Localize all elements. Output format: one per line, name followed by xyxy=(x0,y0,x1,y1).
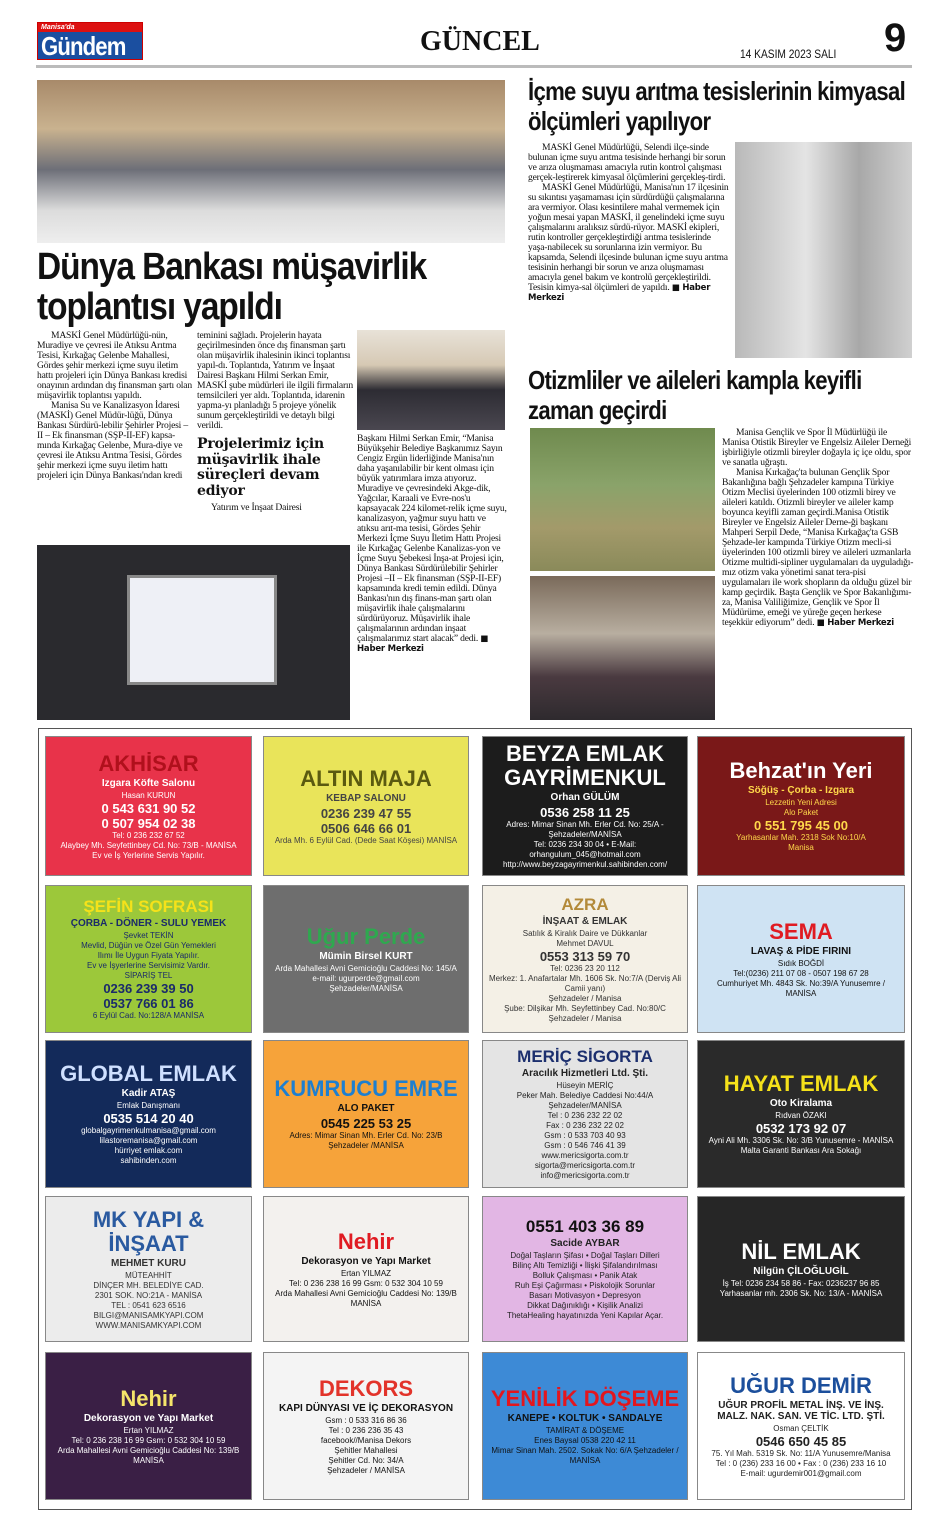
advertisement-card xyxy=(263,1040,469,1188)
ad-line: hürriyet emlak.com xyxy=(114,1146,183,1155)
ad-line: MÜTEAHHİT xyxy=(125,1270,172,1280)
ad-subtitle: Izgara Köfte Salonu xyxy=(101,777,196,789)
ad-subtitle: Kadir ATAŞ xyxy=(121,1088,176,1099)
article3-headline: Otizmliler ve aileleri kampla keyifli zaman geçirdi xyxy=(528,365,862,425)
advertisement-card xyxy=(263,885,469,1033)
ad-line: 0545 225 53 25 xyxy=(320,1116,412,1131)
ad-line: Arda Mahallesi Avni Gemicioğlu Caddesi No: 139/B MANİSA xyxy=(57,1445,240,1465)
ad-line: E-mail: ugurdemir001@gmail.com xyxy=(740,1468,862,1478)
ad-title: HAYAT EMLAK xyxy=(723,1071,879,1096)
ad-line: Ilımı İle Uygun Fiyata Yapılır. xyxy=(97,951,200,960)
advertisement-card xyxy=(263,736,469,876)
advertisement-card xyxy=(45,736,252,876)
ad-line: Bilinç Altı Temizliği • İlişki Şifalandırılması xyxy=(512,1261,658,1270)
ad-line: Ayni Ali Mh. 3306 Sk. No: 3/B Yunusemre - MANİSA xyxy=(708,1136,894,1145)
meeting-photo xyxy=(37,80,505,243)
paragraph: Yatırım ve İnşaat Dairesi xyxy=(211,502,302,513)
ad-title: BEYZA EMLAK GAYRİMENKUL xyxy=(504,741,666,790)
ad-title: KUMRUCU EMRE xyxy=(274,1076,458,1101)
ad-line: Tel: 0236 234 30 04 • E-Mail: orhangulum_045@hotmail.com xyxy=(529,840,641,859)
ad-line: Gsm : 0 533 316 86 36 xyxy=(325,1415,407,1425)
presentation-photo xyxy=(37,545,350,720)
camp-group-photo xyxy=(530,576,715,720)
ad-line: Tel : 0 (236) 233 16 00 • Fax : 0 (236) 233 16 10 xyxy=(715,1458,887,1468)
paragraph-text: Başkanı Hilmi Serkan Emir, “Manisa Büyükşehir Belediye Başkanımız Sayın Cengiz Ergün liderliğinde Manisa'nın daha yaşanılabilir bir kent olması için büyük yatırımlara imza atıyoruz. Muradiye ve çevresindeki Akge-dik, Yağcılar, Karaali ve Evre-nos'u kapsayacak 224 kilomet-relik içme suyu, kanalizasyon, yağmur suyu hattı ve atıksu arıt-ma tesisi, Gördes Şehir Merkezi İçme Suyu İletim Hattı Projesi ile Kırkağaç Gelenbe Kanalizas-yon ve İçme Suyu Şebekesi İnşa-at Projesi için, Dünya Bankası Sürdürülebilir Şehirler Projesi –II – Ek finansman (SŞP-II-EF) kapsamında kredi temin edildi. Dünya Bankası'nın dış finans-man şartı olan müşavirlik ihale çalışmalarını sürdürüyoruz. Müşavirlik ihale çalışmalarının ardından inşaat çalışmalarımız start alacak” dedi. xyxy=(357,433,507,644)
ad-title: AKHİSAR xyxy=(98,750,199,776)
ad-line: Alo Paket xyxy=(783,808,819,817)
paragraph-text: MASKİ Genel Müdürlüğü, Manisa'nın 17 ilçesinin su sıkıntısı yaşamaması için sürdürdüğü çalışmalarına ara vermiyor. Olası kesintilere mahal vermemek için yoğun mesai yapan MASKİ, il genelindeki içme suyu çalışmalarını aralıksız sürdü-rüyor. MASKİ ekipleri, rutin kontroller gerçekleştirdiği arıtma tesislerinde yaşa-nabilecek su sorunlarına izin vermiyor. Bu kapsamda, Selendi ilçesinde bulunan içme suyu arıtma tesisinin herhangi bir sorun ve arıza oluşmaması amacıyla genel bakım ve kontrolü gerçekleştirildi. Tesisin kimya-sal ölçümleri de yapıldı. xyxy=(528,182,729,293)
advertisement-card xyxy=(697,1040,905,1188)
ad-line: Şube: Dilşikar Mh. Seyfettinbey Cad. No:80/C Şehzadeler / Manisa xyxy=(504,1003,666,1023)
ad-line: globalgayrimenkulmanisa@gmail.com xyxy=(81,1126,216,1135)
ad-line: 0236 239 39 50 xyxy=(103,981,194,996)
ad-subtitle: KANEPE • KOLTUK • SANDALYE xyxy=(507,1412,663,1424)
ad-subtitle: KEBAP SALONU xyxy=(326,792,406,804)
paragraph xyxy=(357,434,507,654)
ad-title: ALTIN MAJA xyxy=(300,765,432,791)
ad-subtitle: Orhan GÜLÜM xyxy=(550,792,620,803)
ad-line: 6 Eylül Cad. No:128/A MANİSA xyxy=(92,1011,205,1020)
ad-title: DEKORS xyxy=(318,1375,414,1401)
ad-line: TEL : 0541 623 6516 xyxy=(111,1300,186,1310)
newspaper-logo xyxy=(37,22,143,60)
ad-line: WWW.MANISAMKYAPI.COM xyxy=(95,1320,202,1330)
article2-headline: İçme suyu arıtma tesislerinin kimyasal ölçümleri yapılıyor xyxy=(528,76,906,136)
ad-line: TAMİRAT & DÖŞEME xyxy=(545,1425,625,1435)
ad-line: İş Tel: 0236 234 58 86 - Fax: 0236237 96 85 xyxy=(722,1278,880,1288)
ad-line: e-mail: ugurperde@gmail.com xyxy=(312,973,420,983)
ad-line: info@mericsigorta.com.tr xyxy=(540,1171,630,1180)
ad-title: SEMA xyxy=(769,918,833,944)
ad-line: Peker Mah. Belediye Caddesi No:44/A Şehzadeler/MANİSA xyxy=(516,1091,654,1110)
ad-title: MK YAPI & İNŞAAT xyxy=(92,1206,205,1256)
article1-col3 xyxy=(357,434,507,654)
ad-subtitle: Oto Kiralama xyxy=(769,1098,833,1109)
logo-main-text: Gündem xyxy=(41,31,126,61)
advertisement-card xyxy=(697,736,905,876)
paragraph-text: Manisa Kırkağaç'ta bulunan Gençlik Spor Bakanlığına bağlı Şehzadeler kampına Türkiye Otizm Meclisi üyelerinden 100 otizmli birey ve aileleri katıldı. Otizmli bireyler ve aileler kamp boyunca keyifli zaman geçirdi.Manisa Otistik Bireyler ve Engelsiz Aileler Derne-ği başkanı Mahperi Serpil Dede, “Manisa Kırkağaç'ta GSB Şehzade-ler kampında Türkiye Otizm mecli-si üyelerinden 100 otizmli birey ve aileleri uzmanlarla Otizme multidi-sipliner uygulamaları da uyguladığı-mız otizm vaka yönetimi sanat tera-pisi uygulamaları ile work shopların da olduğu güzel bir kamp geçirdik. Başta Gençlik ve Spor Bakanlığımı-za, Manisa Valiliğimize, Gençlik ve Spor İl Müdürüme, emeği ve yüreğe geçen herkese teşekkür ediyorum” dedi. xyxy=(722,467,914,628)
ad-line: Şehzadeler / MANİSA xyxy=(327,1465,405,1475)
ad-title: MERİÇ SİGORTA xyxy=(517,1047,653,1066)
ad-title: AZRA xyxy=(561,894,609,914)
ad-line: Lezzetin Yeni Adresi xyxy=(765,798,837,807)
ad-title: Uğur Perde xyxy=(306,923,426,949)
ad-subtitle: Mümin Birsel KURT xyxy=(319,950,413,962)
ad-line: Gsm : 0 546 746 41 39 xyxy=(544,1141,626,1150)
ad-title: Nehir xyxy=(120,1385,177,1411)
ad-line: 0236 239 47 55 xyxy=(320,805,412,821)
ad-line: Tel: 0 236 238 16 99 Gsm: 0 532 304 10 59 xyxy=(71,1435,226,1445)
advertisement-card xyxy=(482,1040,688,1188)
article1-col1 xyxy=(37,331,193,481)
ad-line: Arda Mahallesi Avni Gemicioğlu Caddesi No: 139/B MANİSA xyxy=(275,1288,457,1308)
article3-body xyxy=(722,428,914,628)
ad-line: Hüseyin MERİÇ xyxy=(556,1081,614,1090)
ad-line: Tel: 0236 23 20 112 xyxy=(550,963,620,973)
ad-line: sahibinden.com xyxy=(120,1156,177,1165)
paragraph: MASKİ Genel Müdürlüğü, Selendi ilçe-sinde bulunan içme suyu arıtma tesisinde herhangi bir sorun ve arıza oluşmaması amacıyla rutin kontrol çalışması gerçek-leştirerek kimyasal ölçümlerini gerçekleş-tirdi. xyxy=(528,142,726,183)
ad-line: Tel : 0 236 236 35 43 xyxy=(328,1425,404,1435)
logo-top-text: Manisa'da xyxy=(38,23,142,32)
paragraph: Manisa Su ve Kanalizasyon İdaresi (MASKİ) Genel Müdür-lüğü, Dünya Bankası Sürdürü-lebilir Şehirler Projesi –II – Ek finansman (SŞP-II-EF) kapsa-mında Kırkağaç Gelenbe, Mura-diye ve çevresi ile Atıksu Arıtma Tesisi, Gördes şehir merkezi içme suyu iletim hattı projeleri için Dünya Bankası'ndan kredi xyxy=(37,400,188,481)
ad-line: 0 507 954 02 38 xyxy=(101,815,196,831)
ad-subtitle: Söğüş - Çorba - Izgara xyxy=(747,785,855,796)
ad-line: Enes Baysal 0538 220 42 11 xyxy=(534,1435,636,1445)
ad-subtitle: İNŞAAT & EMLAK xyxy=(542,915,628,927)
camp-outdoor-photo xyxy=(530,428,715,571)
ad-line: Ertan YILMAZ xyxy=(340,1268,392,1278)
ad-line: Tel: 0 236 238 16 99 Gsm: 0 532 304 10 59 xyxy=(289,1278,443,1288)
advertisement-card xyxy=(263,1196,469,1342)
paragraph xyxy=(722,468,914,628)
ad-subtitle: LAVAŞ & PİDE FIRINI xyxy=(750,945,852,957)
ad-line: Alaybey Mh. Seyfettinbey Cd. No: 73/B - MANİSA xyxy=(60,840,237,850)
paragraph: MASKİ Genel Müdürlüğü-nün, Muradiye ve çevresi ile Atıksu Arıtma Tesisi, Kırkağaç Gelenbe Mahallesi, Gördes şehir merkezi içme suyu iletim hattı projeleri için Dünya Bankası kredisi onayının ardından dış finansman şartı olan müşavirlik toplantısı yapıldı. xyxy=(37,330,192,401)
ad-subtitle: ÇORBA - DÖNER - SULU YEMEK xyxy=(70,918,227,929)
article2-body xyxy=(528,143,730,303)
advertisement-card xyxy=(482,1352,688,1500)
advertisement-card xyxy=(45,1040,252,1188)
ad-line: Ruh Eşi Çağırması • Piskolojik Sorunlar xyxy=(514,1281,656,1290)
ad-title: NİL EMLAK xyxy=(741,1238,861,1264)
ad-line: 0553 313 59 70 xyxy=(539,948,631,964)
advertisement-card xyxy=(263,1352,469,1500)
ad-line: ThetaHealing hayatınızda Yeni Kapılar Açar. xyxy=(506,1311,664,1320)
issue-date: 14 KASIM 2023 SALI xyxy=(740,47,837,61)
ad-line: 0532 173 92 07 xyxy=(755,1121,847,1136)
ad-title: Nehir xyxy=(337,1228,395,1254)
ad-line: Tel: 0 236 232 67 52 xyxy=(112,830,185,840)
ad-line: Şehitler Mahallesi xyxy=(334,1445,398,1455)
ad-line: Adres: Mimar Sinan Mh. Erler Cd. No: 25/A - Şehzadeler/MANİSA xyxy=(506,820,664,839)
advertisement-card xyxy=(482,736,688,876)
ad-line: Şehzadeler /MANİSA xyxy=(328,1141,404,1150)
byline: ■ Haber Merkezi xyxy=(357,634,489,654)
ad-subtitle: UĞUR PROFİL METAL İNŞ. VE İNŞ. MALZ. NAK. SAN. VE TİC. LTD. ŞTİ. xyxy=(717,1399,885,1422)
ad-line: Şehzadeler/MANİSA xyxy=(329,983,403,993)
ad-line: Arda Mh. 6 Eylül Cad. (Dede Saat Köşesi) MANİSA xyxy=(274,835,458,845)
ad-title: YENİLİK DÖŞEME xyxy=(490,1385,680,1411)
ad-line: 0546 650 45 85 xyxy=(755,1433,847,1449)
ad-line: 0 543 631 90 52 xyxy=(101,800,196,816)
ad-line: 0535 514 20 40 xyxy=(103,1111,194,1126)
article1-headline: Dünya Bankası müşavirlik toplantısı yapıldı xyxy=(37,246,427,328)
advertisement-card xyxy=(697,885,905,1033)
ad-subtitle: Nilgün ÇİLOĞLUGİL xyxy=(753,1265,849,1277)
ad-title: UĞUR DEMİR xyxy=(730,1372,872,1398)
ad-line: Tel : 0 236 232 22 02 xyxy=(547,1111,623,1120)
advertisement-card xyxy=(45,1352,252,1500)
advertisement-card xyxy=(482,885,688,1033)
paragraph xyxy=(528,183,730,303)
advertisement-card xyxy=(482,1196,688,1342)
header-rule xyxy=(36,65,912,68)
byline: ■ Haber Merkezi xyxy=(816,618,894,628)
ad-line: 0536 258 11 25 xyxy=(540,805,630,820)
ad-line: Fax : 0 236 232 22 02 xyxy=(546,1121,624,1130)
ad-line: 75. Yıl Mah. 5319 Sk. No: 11/A Yunusemre/Manisa xyxy=(711,1448,891,1458)
treatment-plant-photo xyxy=(735,142,912,358)
ad-line: 0506 646 66 01 xyxy=(320,820,412,836)
paragraph: Manisa Gençlik ve Spor İl Müdürlüğü ile Manisa Otistik Bireyler ve Engelsiz Aileler Derneği işbirliğiyle otizmli bireyler doğayla iç içe oldu, spor ve sanatla uğraştı. xyxy=(722,427,912,468)
ad-line: Yarhasanlar Mah. 2318 Sok No:10/A xyxy=(736,833,866,842)
ad-subtitle: Aracılık Hizmetleri Ltd. Şti. xyxy=(521,1068,649,1079)
byline: ■ Haber Merkezi xyxy=(528,283,711,303)
ad-line: BILGI@MANISAMKYAPI.COM xyxy=(93,1310,204,1320)
ad-line: Bolluk Çalışması • Panik Atak xyxy=(532,1271,638,1280)
speaker-photo xyxy=(357,330,505,430)
ad-line: SİPARİŞ TEL xyxy=(124,971,173,980)
ad-line: Malta Garanti Bankası Ara Sokağı xyxy=(740,1146,862,1155)
advertisement-card xyxy=(697,1196,905,1342)
ad-line: Mimar Sinan Mah. 2502. Sokak No: 6/A Şehzadeler / MANİSA xyxy=(491,1445,679,1465)
section-title: GÜNCEL xyxy=(420,26,540,57)
paragraph: teminini sağladı. Projelerin hayata geçirilmesinden önce dış finansman şartı olan müşavirlik ihalesinin ikinci toplantısı yapıl-dı. Toplantıda, Yatırım ve İnşaat Dairesi Başkanı Hilmi Serkan Emir, MASKİ şube müdürleri ile ilgili firmaların temsilcileri yer aldı. Toplantıda, idarenin yapma-yı planladığı 5 projeye yönelik sunum gerçekleştirildi ve detaylı bilgi verildi. xyxy=(197,330,353,431)
ad-title: 0551 403 36 89 xyxy=(525,1217,645,1236)
ad-line: Rıdvan ÖZAKI xyxy=(775,1111,827,1120)
ad-line: www.mericsigorta.com.tr xyxy=(541,1151,629,1160)
advertisement-card xyxy=(45,885,252,1033)
ad-line: Basarı Motivasyon • Depresyon xyxy=(529,1291,641,1300)
ad-line: Arda Mahallesi Avni Gemicioğlu Caddesi No: 145/A xyxy=(275,963,457,973)
ad-subtitle: Dekorasyon ve Yapı Market xyxy=(301,1255,431,1267)
ad-line: facebook//Manisa Dekors xyxy=(320,1435,412,1445)
ad-subtitle: ALO PAKET xyxy=(337,1103,395,1114)
ad-line: 2301 SOK. NO:21A - MANİSA xyxy=(94,1290,203,1300)
ad-line: Emlak Danışmanı xyxy=(116,1101,181,1110)
ad-line: Ev ve İşyerlerine Servisimiz Vardır. xyxy=(87,961,210,970)
ad-line: Sıdık BOĞDİ xyxy=(777,958,825,968)
ad-line: Şehitler Cd. No: 34/A xyxy=(328,1455,404,1465)
ad-subtitle: KAPI DÜNYASI VE İÇ DEKORASYON xyxy=(278,1402,454,1414)
ad-line: Şevket TEKİN xyxy=(123,931,174,940)
ad-title: Behzat'ın Yeri xyxy=(729,758,873,783)
ad-line: Dikkat Dağınıklığı • Kişilik Analizi xyxy=(527,1301,643,1310)
ad-line: Manisa xyxy=(788,843,814,852)
ad-line: Şehzadeler / Manisa xyxy=(548,993,622,1003)
ad-line: http://www.beyzagayrimenkul.sahibinden.com/ xyxy=(502,860,668,869)
ad-title: GLOBAL EMLAK xyxy=(60,1061,237,1086)
ad-line: Gsm : 0 533 703 40 93 xyxy=(544,1131,626,1140)
ad-line: sigorta@mericsigorta.com.tr xyxy=(534,1161,636,1170)
ad-line: DİNÇER MH. BELEDİYE CAD. xyxy=(93,1280,204,1290)
ad-line: lilastoremanisa@gmail.com xyxy=(99,1136,198,1145)
ad-title: ŞEFİN SOFRASI xyxy=(83,897,214,916)
advertisement-card xyxy=(45,1196,252,1342)
ad-subtitle: Sacide AYBAR xyxy=(550,1238,620,1249)
article1-col2 xyxy=(197,331,353,513)
ad-line: Doğal Taşların Şifası • Doğal Taşları Dilleri xyxy=(510,1251,660,1260)
ad-line: Ev ve İş Yerlerine Servis Yapılır. xyxy=(92,850,205,860)
ad-line: Mehmet DAVUL xyxy=(556,938,614,948)
ad-line: Ertan YILMAZ xyxy=(123,1425,174,1435)
ad-line: Yarhasanlar mh. 2306 Sk. No: 13/A - MANİSA xyxy=(719,1288,883,1298)
ad-line: 0 551 795 45 00 xyxy=(754,818,848,833)
ad-line: Cumhuriyet Mh. 4843 Sk. No:39/A Yunusemre / MANİSA xyxy=(717,978,885,998)
article1-subheading: Projelerimiz için müşavirlik ihale süreçleri devam ediyor xyxy=(197,436,325,499)
ad-line: 0537 766 01 86 xyxy=(103,996,194,1011)
advertisement-card xyxy=(697,1352,905,1500)
ad-subtitle: MEHMET KURU xyxy=(111,1257,186,1269)
ad-line: Tel:(0236) 211 07 08 - 0507 198 67 28 xyxy=(733,968,869,978)
ad-line: Merkez: 1. Anafartalar Mh. 1606 Sk. No:7/A (Derviş Ali Camii yanı) xyxy=(488,973,682,993)
ad-line: Satılık & Kiralık Daire ve Dükkanlar xyxy=(522,928,648,938)
page-number: 9 xyxy=(884,16,907,60)
ad-subtitle: Dekorasyon ve Yapı Market xyxy=(83,1412,214,1424)
ad-line: Osman ÇELTİK xyxy=(773,1423,829,1433)
ad-line: Adres: Mimar Sinan Mh. Erler Cd. No: 23/B xyxy=(289,1131,443,1140)
ad-line: Mevlid, Düğün ve Özel Gün Yemekleri xyxy=(81,941,216,950)
ad-line: Hasan KURUN xyxy=(121,790,176,800)
